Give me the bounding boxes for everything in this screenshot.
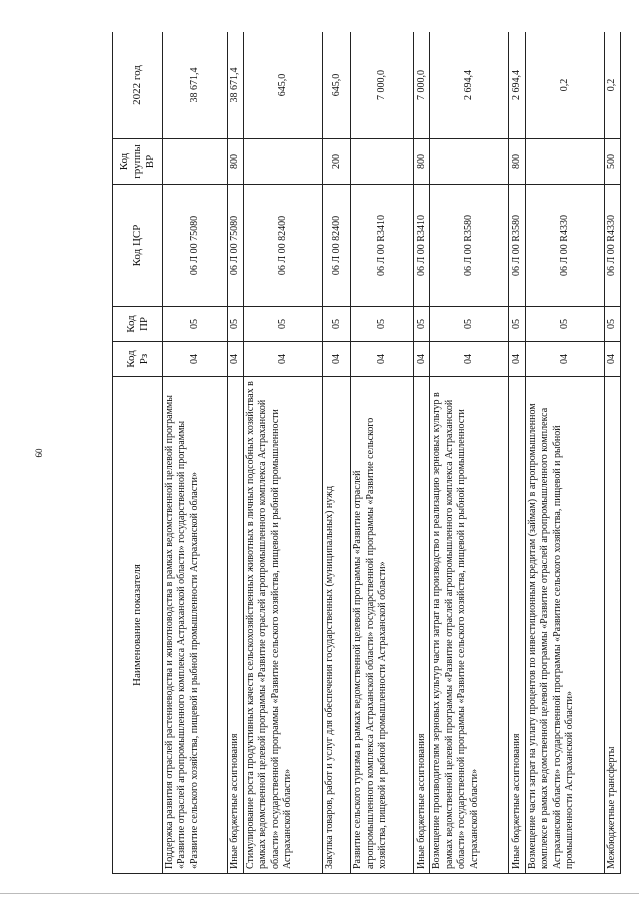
row-amount: 0,2 [604, 32, 620, 139]
table-row [604, 32, 620, 874]
row-csr: 06 Л 00 82400 [323, 185, 351, 307]
row-vr: 500 [604, 139, 620, 185]
rotated-page-content [112, 32, 621, 874]
column-header-vr: Код группы ВР [113, 139, 163, 185]
scan-bottom-edge [0, 893, 639, 894]
row-vr: 800 [227, 139, 243, 185]
table-header-row [113, 32, 163, 874]
row-rz: 04 [509, 342, 525, 377]
row-csr: 06 Л 00 R4330 [525, 185, 604, 307]
row-vr [351, 139, 414, 185]
row-pr: 05 [509, 307, 525, 342]
row-csr: 06 Л 00 82400 [244, 185, 323, 307]
table-row [525, 32, 604, 874]
row-name: Возмещение части затрат на уплату процентов по инвестиционным кредитам (займам) в агропромышленном комплексе в рамках ведомственной целевой программы «Развитие отраслей агропромышленного комплекса Астраханской области» государственной программы «Развитие сельского хозяйства, пищевой и рыбной промышленности Астраханской области» [525, 377, 604, 874]
row-pr: 05 [227, 307, 243, 342]
budget-table [112, 32, 621, 874]
row-name: Закупка товаров, работ и услуг для обеспечения государственных (муниципальных) нужд [323, 377, 351, 874]
row-vr [244, 139, 323, 185]
row-amount: 2 694,4 [509, 32, 525, 139]
page-number: 60 [34, 448, 44, 458]
row-rz: 04 [227, 342, 243, 377]
row-rz: 04 [323, 342, 351, 377]
row-name: Возмещение производителям зерновых культур части затрат на производство и реализацию зерновых культур в рамках ведомственной целевой программы «Развитие отраслей агропромышленного комплекса Астраханской области» государственной программы «Развитие сельского хозяйства, пищевой и рыбной промышленности Астраханской области» [430, 377, 509, 874]
row-pr: 05 [163, 307, 228, 342]
row-pr: 05 [323, 307, 351, 342]
table-row [430, 32, 509, 874]
table-row [323, 32, 351, 874]
row-vr: 800 [509, 139, 525, 185]
row-rz: 04 [525, 342, 604, 377]
row-amount: 2 694,4 [430, 32, 509, 139]
row-rz: 04 [351, 342, 414, 377]
row-name: Стимулирование роста продуктивных качеств сельскохозяйственных животных в личных подсобных хозяйствах в рамках ведомственной целевой программы «Развитие отраслей агропромышленного комплекса Астраханской области» государственной программы «Развитие сельского хозяйства, пищевой и рыбной промышленности Астраханской области» [244, 377, 323, 874]
row-rz: 04 [604, 342, 620, 377]
table-row [227, 32, 243, 874]
row-pr: 05 [351, 307, 414, 342]
row-csr: 06 Л 00 R4330 [604, 185, 620, 307]
row-vr [163, 139, 228, 185]
row-amount: 645,0 [244, 32, 323, 139]
row-vr [430, 139, 509, 185]
row-amount: 38 671,4 [227, 32, 243, 139]
table-row [414, 32, 430, 874]
row-vr: 200 [323, 139, 351, 185]
row-name: Иные бюджетные ассигнования [509, 377, 525, 874]
column-header-pr: Код ПР [113, 307, 163, 342]
table-container [112, 32, 621, 874]
table-row [163, 32, 228, 874]
table-row [351, 32, 414, 874]
row-amount: 7 000,0 [351, 32, 414, 139]
row-rz: 04 [244, 342, 323, 377]
row-vr [525, 139, 604, 185]
row-rz: 04 [163, 342, 228, 377]
row-name: Иные бюджетные ассигнования [227, 377, 243, 874]
table-row [509, 32, 525, 874]
row-name: Иные бюджетные ассигнования [414, 377, 430, 874]
row-name: Развитие сельского туризма в рамках ведомственной целевой программы «Развитие отраслей агропромышленного комплекса Астраханской области» государственной программы «Развитие сельского хозяйства, пищевой и рыбной промышленности Астраханской области» [351, 377, 414, 874]
row-csr: 06 Л 00 R3410 [414, 185, 430, 307]
column-header-name: Наименование показателя [113, 377, 163, 874]
row-name: Межбюджетные трансферты [604, 377, 620, 874]
row-csr: 06 Л 00 R3580 [509, 185, 525, 307]
row-pr: 05 [604, 307, 620, 342]
row-csr: 06 Л 00 R3580 [430, 185, 509, 307]
row-vr: 800 [414, 139, 430, 185]
row-csr: 06 Л 00 75080 [163, 185, 228, 307]
row-csr: 06 Л 00 75080 [227, 185, 243, 307]
row-pr: 05 [244, 307, 323, 342]
column-header-csr: Код ЦСР [113, 185, 163, 307]
row-amount: 38 671,4 [163, 32, 228, 139]
row-pr: 05 [525, 307, 604, 342]
row-csr: 06 Л 00 R3410 [351, 185, 414, 307]
row-name: Поддержка развития отраслей растениеводства и животноводства в рамках ведомственной целевой программы «Развитие отраслей агропромышленного комплекса Астраханской области» государственной программы «Развитие сельского хозяйства, пищевой и рыбной промышленности Астраханской области» [163, 377, 228, 874]
row-amount: 645,0 [323, 32, 351, 139]
column-header-year: 2022 год [113, 32, 163, 139]
row-amount: 0,2 [525, 32, 604, 139]
row-pr: 05 [414, 307, 430, 342]
table-row [244, 32, 323, 874]
row-rz: 04 [430, 342, 509, 377]
row-pr: 05 [430, 307, 509, 342]
column-header-rz: Код Рз [113, 342, 163, 377]
row-rz: 04 [414, 342, 430, 377]
row-amount: 7 000,0 [414, 32, 430, 139]
